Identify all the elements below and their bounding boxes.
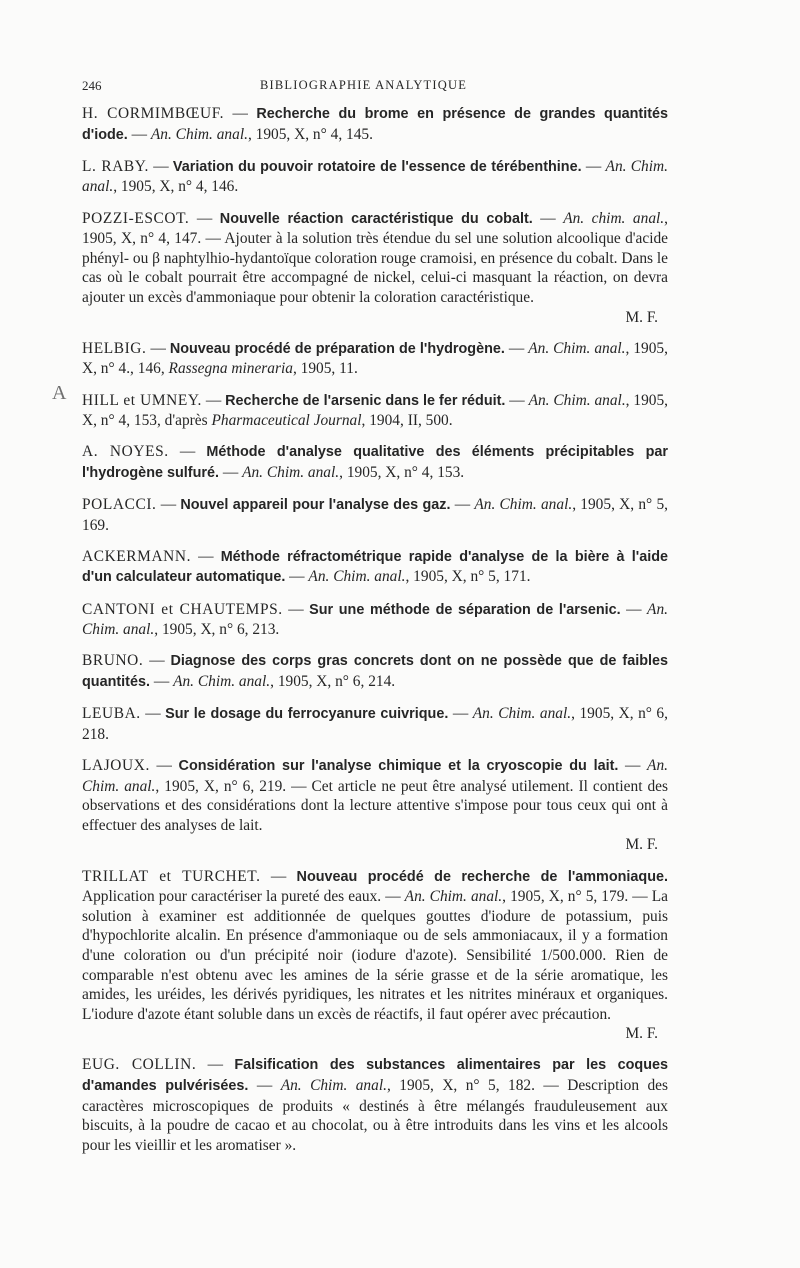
entry-author: POZZI-ESCOT. bbox=[82, 209, 190, 227]
entry-journal: An. chim. anal. bbox=[563, 209, 665, 227]
entry-journal: An. Chim. anal. bbox=[472, 705, 572, 723]
entry-title: Falsification des substances alimentaires par les coques d'amandes pulvérisées. bbox=[82, 1057, 669, 1095]
entry-journal: An. Chim. anal. bbox=[173, 673, 271, 690]
entry-signature: M. F. bbox=[625, 836, 658, 854]
margin-annotation: A bbox=[52, 382, 67, 404]
bibliography-entry: LAJOUX. — Considération sur l'analyse chimique et la cryoscopie du lait. — An. Chim. anal., 1905, X, n° 6, 219. — Cet article ne peut être analysé utilement. Il contient des observations et des considérations dont la lecture attentive s'impose pour tous ceux qui ont à effectuer des analyses de lait. M. F. bbox=[82, 756, 668, 854]
entry-reference-secondary: , 1905, 11. bbox=[292, 360, 358, 378]
entry-title: Recherche de l'arsenic dans le fer réduit. bbox=[225, 392, 506, 409]
entry-title: Nouvel appareil pour l'analyse des gaz. bbox=[180, 497, 451, 514]
entry-reference: , 1905, X, n° 4, 147. — Ajouter à la solution très étendue du sel une solution alcoolique d'acide phényl- ou β naphtylhio-hydantoïque coloration rouge cramoisi, en présence du cobalt. Dans le cas où le cobalt pourrait être accompagné de nickel, celui-ci masquant la réaction, on devra ajouter un excès d'ammoniaque pour obtenir la coloration caractéristique. bbox=[82, 209, 668, 306]
page-header bbox=[82, 76, 668, 96]
entry-signature: M. F. bbox=[625, 1025, 658, 1043]
entry-author: L. RABY. bbox=[82, 157, 149, 175]
running-title: BIBLIOGRAPHIE ANALYTIQUE bbox=[260, 78, 468, 92]
entry-reference: , 1905, X, n° 5, 171. bbox=[405, 568, 531, 586]
entry-author: ACKERMANN. bbox=[82, 547, 192, 565]
bibliography-entry: POZZI-ESCOT. — Nouvelle réaction caractéristique du cobalt. — An. chim. anal., 1905, X, n° 4, 147. — Ajouter à la solution très étendue du sel une solution alcoolique d'acide phényl- ou β naphtylhio-hydantoïque coloration rouge cramoisi, en présence du cobalt. Dans le cas où le cobalt pourrait être accompagné de nickel, celui-ci masquant la réaction, on devra ajouter un excès d'ammoniaque pour obtenir la coloration caractéristique. M. F. bbox=[82, 209, 668, 326]
entry-title: Nouvelle réaction caractéristique du cobalt. bbox=[219, 210, 533, 227]
entry-reference: , 1905, X, n° 4, 153. bbox=[339, 463, 465, 481]
bibliography-entry: ACKERMANN. — Méthode réfractométrique rapide d'analyse de la bière à l'aide d'un calculateur automatique. — An. Chim. anal., 1905, X, n° 5, 171. bbox=[82, 547, 668, 586]
entry-reference: , 1905, X, n° 5, 179. — La solution à examiner est additionnée de quelques gouttes d'iodure de potassium, puis d'hypochlorite alcalin. En présence d'ammoniaque ou de sels ammoniacaux, il y a formation d'une coloration ou d'un précipité noir (iodure d'azote). Sensibilité 1/500.000. Rien de comparable n'est obtenu avec les amines de la série grasse et de la série aromatique, les amides, les uréides, les dérivés pyridiques, les nitrates et les nitrites minéraux et organiques. L'iodure d'azote étant soluble dans un excès de réactifs, il faut opérer avec précaution. bbox=[82, 888, 668, 1023]
entry-title: Méthode réfractométrique rapide d'analyse de la bière à l'aide d'un calculateur automatique. bbox=[82, 548, 668, 586]
entry-journal-secondary: Pharmaceutical Journal bbox=[211, 412, 362, 430]
entry-journal: An. Chim. anal. bbox=[474, 496, 573, 514]
entry-author: HILL et UMNEY. bbox=[82, 391, 203, 409]
page-number: 246 bbox=[82, 78, 102, 93]
entry-author: CANTONI et CHAUTEMPS. bbox=[82, 600, 283, 618]
entry-journal: An. Chim. anal. bbox=[528, 339, 626, 357]
entry-author: A. NOYES. bbox=[82, 443, 169, 461]
entry-author: LAJOUX. bbox=[82, 756, 150, 774]
entry-signature: M. F. bbox=[625, 308, 658, 326]
entry-reference: , 1905, X, n° 4, 145. bbox=[247, 125, 373, 143]
entry-subtitle: Application pour caractériser la pureté des eaux. bbox=[82, 888, 382, 906]
entry-author: HELBIG. bbox=[82, 339, 147, 357]
entry-reference: , 1905, X, n° 6, 219. — Cet article ne peut être analysé utilement. Il contient des observations et des considérations dont la lecture attentive s'impose pour tous ceux qui ont à effectuer des analyses de lait. bbox=[82, 777, 668, 834]
bibliography-entry: H. CORMIMBŒUF. — Recherche du brome en présence de grandes quantités d'iode. — An. Chim. anal., 1905, X, n° 4, 145. bbox=[82, 105, 669, 143]
entry-reference: , 1905, X, n° 5, 182. — Description des caractères microscopiques de produits « destinés à être mélangés frauduleusement aux biscuits, à la poudre de cacao et au chocolat, ou à être introduits dans les vins et les alcools pour les vieillir et les aromatiser ». bbox=[82, 1077, 669, 1154]
entry-reference: , 1905, X, n° 4, 153, d'après bbox=[82, 391, 669, 430]
bibliography-entry: HELBIG. — Nouveau procédé de préparation de l'hydrogène. — An. Chim. anal., 1905, X, n° 4., 146, Rassegna mineraria, 1905, 11. bbox=[82, 339, 668, 378]
entry-author: EUG. COLLIN. bbox=[82, 1056, 197, 1074]
entry-journal-secondary: Rassegna mineraria bbox=[168, 360, 293, 378]
entry-title: Recherche du brome en présence de grandes quantités d'iode. bbox=[82, 106, 669, 143]
entry-author: H. CORMIMBŒUF. bbox=[82, 105, 225, 122]
entry-journal: An. Chim. anal. bbox=[280, 1077, 387, 1095]
bibliography-entry: BRUNO. — Diagnose des corps gras concrets dont on ne possède que de faibles quantités. — An. Chim. anal., 1905, X, n° 6, 214. bbox=[82, 652, 669, 690]
entry-reference: , 1905, X, n° 6, 214. bbox=[270, 673, 396, 690]
entry-author: POLACCI. bbox=[82, 496, 157, 514]
entry-title: Considération sur l'analyse chimique et la cryoscopie du lait. bbox=[178, 757, 619, 774]
entry-journal: An. Chim. anal. bbox=[82, 600, 668, 639]
entry-title: Nouveau procédé de recherche de l'ammoniaque. bbox=[296, 868, 669, 885]
entry-reference: , 1905, X, n° 4., 146, bbox=[82, 339, 668, 378]
entry-title: Sur le dosage du ferrocyanure cuivrique. bbox=[165, 706, 449, 723]
entry-reference: , 1905, X, n° 6, 213. bbox=[154, 621, 280, 639]
bibliography-entry: POLACCI. — Nouvel appareil pour l'analyse des gaz. — An. Chim. anal., 1905, X, n° 5, 169. bbox=[82, 496, 668, 534]
entry-title: Sur une méthode de séparation de l'arsenic. bbox=[309, 601, 621, 618]
entry-author: BRUNO. bbox=[82, 652, 144, 670]
bibliography-entry: HILL et UMNEY. — Recherche de l'arsenic dans le fer réduit. — An. Chim. anal., 1905, X, n° 4, 153, d'après Pharmaceutical Journal, 1904, II, 500. bbox=[82, 391, 669, 430]
entry-journal: An. Chim. anal. bbox=[528, 391, 626, 409]
entry-journal: An. Chim. anal. bbox=[150, 125, 248, 143]
entry-author: LEUBA. bbox=[82, 705, 141, 723]
entry-title: Variation du pouvoir rotatoire de l'essence de térébenthine. bbox=[172, 158, 582, 175]
bibliography-entry: TRILLAT et TURCHET. — Nouveau procédé de recherche de l'ammoniaque. Application pour caractériser la pureté des eaux. — An. Chim. anal., 1905, X, n° 5, 179. — La solution à examiner est additionnée de quelques gouttes d'iodure de potassium, puis d'hypochlorite alcalin. En présence d'ammoniaque ou de sels ammoniacaux, il y a formation d'une coloration ou d'un précipité noir (iodure d'azote). Sensibilité 1/500.000. Rien de comparable n'est obtenu avec les amines de la série grasse et de la série aromatique, les amides, les uréides, les dérivés pyridiques, les nitrates et les nitrites minéraux et organiques. L'iodure d'azote étant soluble dans un excès de réactifs, il faut opérer avec précaution. M. F. bbox=[82, 867, 669, 1043]
bibliography-entry: L. RABY. — Variation du pouvoir rotatoire de l'essence de térébenthine. — An. Chim. anal., 1905, X, n° 4, 146. bbox=[82, 157, 668, 196]
entry-journal: An. Chim. anal. bbox=[82, 157, 668, 196]
entry-reference-secondary: , 1904, II, 500. bbox=[361, 412, 453, 430]
entry-reference: , 1905, X, n° 4, 146. bbox=[113, 178, 239, 196]
bibliography-entry: CANTONI et CHAUTEMPS. — Sur une méthode de séparation de l'arsenic. — An. Chim. anal., 1905, X, n° 6, 213. bbox=[82, 600, 668, 639]
entry-author: TRILLAT et TURCHET. bbox=[82, 867, 261, 885]
bibliography-entry: LEUBA. — Sur le dosage du ferrocyanure cuivrique. — An. Chim. anal., 1905, X, n° 6, 218. bbox=[82, 705, 668, 743]
bibliography-list bbox=[82, 104, 668, 1167]
entry-reference: , 1905, X, n° 5, 169. bbox=[82, 496, 668, 534]
entry-title: Méthode d'analyse qualitative des éléments précipitables par l'hydrogène sulfuré. bbox=[82, 444, 668, 481]
bibliography-entry: EUG. COLLIN. — Falsification des substances alimentaires par les coques d'amandes pulvérisées. — An. Chim. anal., 1905, X, n° 5, 182. — Description des caractères microscopiques de produits « destinés à être mélangés frauduleusement aux biscuits, à la poudre de cacao et au chocolat, ou à être introduits dans les vins et les alcools pour les vieillir et les aromatiser ». bbox=[82, 1056, 669, 1154]
entry-journal: An. Chim. anal. bbox=[242, 463, 340, 481]
entry-journal: An. Chim. anal. bbox=[82, 756, 668, 795]
entry-journal: An. Chim. anal. bbox=[404, 888, 503, 906]
bibliography-entry: A. NOYES. — Méthode d'analyse qualitative des éléments précipitables par l'hydrogène sulfuré. — An. Chim. anal., 1905, X, n° 4, 153. bbox=[82, 443, 668, 481]
entry-title: Diagnose des corps gras concrets dont on ne possède que de faibles quantités. bbox=[82, 653, 669, 690]
entry-journal: An. Chim. anal. bbox=[308, 568, 406, 586]
entry-reference: , 1905, X, n° 6, 218. bbox=[82, 705, 668, 743]
entry-title: Nouveau procédé de préparation de l'hydrogène. bbox=[169, 340, 505, 357]
